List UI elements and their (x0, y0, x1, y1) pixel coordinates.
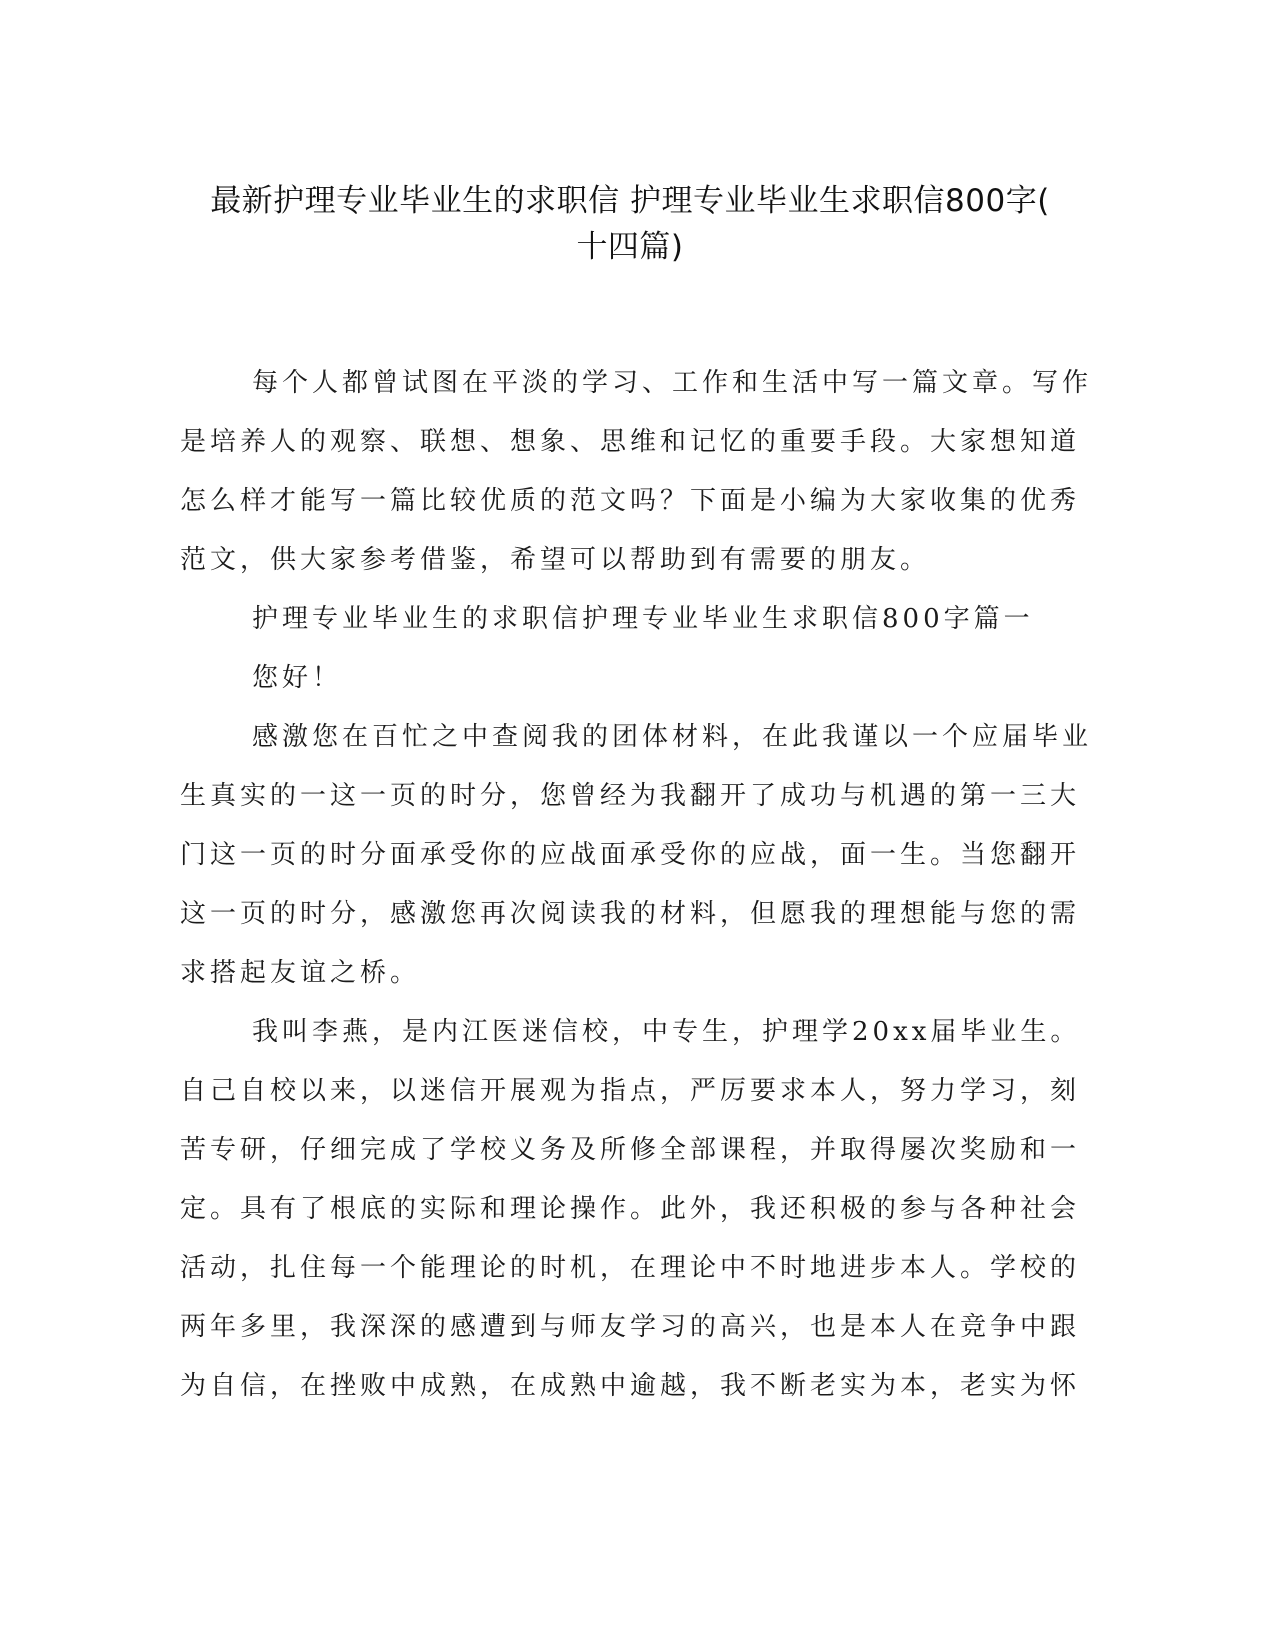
text-line: 门这一页的时分面承受你的应战面承受你的应战，面一生。当您翻开 (180, 840, 1081, 870)
text-line: 我叫李燕，是内江医迷信校，中专生，护理学20xx届毕业生。 (252, 1017, 1081, 1047)
text-line: 活动，扎住每一个能理论的时机，在理论中不时地进步本人。学校的 (180, 1253, 1081, 1283)
text-line: 两年多里，我深深的感遭到与师友学习的高兴，也是本人在竞争中跟 (180, 1312, 1081, 1342)
document-body (180, 354, 1093, 1416)
text-line: 每个人都曾试图在平淡的学习、工作和生活中写一篇文章。写作 (252, 368, 1093, 398)
title-line-2: 十四篇) (576, 229, 684, 265)
letter-paragraph-1 (180, 708, 1093, 1003)
title-line-1: 最新护理专业毕业生的求职信 护理专业毕业生求职信800字( (210, 183, 1050, 219)
text-line: 求搭起友谊之桥。 (180, 958, 421, 988)
text-line: 这一页的时分，感激您再次阅读我的材料，但愿我的理想能与您的需 (180, 899, 1081, 929)
text-line: 怎么样才能写一篇比较优质的范文吗？下面是小编为大家收集的优秀 (180, 486, 1081, 516)
section-heading (180, 590, 1040, 649)
text-line: 自己自校以来，以迷信开展观为指点，严厉要求本人，努力学习，刻 (180, 1076, 1081, 1106)
intro-paragraph (180, 354, 1093, 590)
text-line: 定。具有了根底的实际和理论操作。此外，我还积极的参与各种社会 (180, 1194, 1081, 1224)
text-line: 为自信，在挫败中成熟，在成熟中逾越，我不断老实为本，老实为怀 (180, 1371, 1081, 1401)
text-line: 苦专研，仔细完成了学校义务及所修全部课程，并取得屡次奖励和一 (180, 1135, 1081, 1165)
text-line: 感激您在百忙之中查阅我的团体材料，在此我谨以一个应届毕业 (252, 722, 1093, 752)
text-line: 您好！ (252, 663, 343, 693)
document-title (180, 178, 1080, 270)
letter-paragraph-2 (180, 1003, 1081, 1416)
text-line: 生真实的一这一页的时分，您曾经为我翻开了成功与机遇的第一三大 (180, 781, 1081, 811)
text-line: 范文，供大家参考借鉴，希望可以帮助到有需要的朋友。 (180, 545, 931, 575)
text-line: 护理专业毕业生的求职信护理专业毕业生求职信800字篇一 (252, 604, 1034, 634)
salutation (180, 649, 1040, 708)
text-line: 是培养人的观察、联想、想象、思维和记忆的重要手段。大家想知道 (180, 427, 1081, 457)
